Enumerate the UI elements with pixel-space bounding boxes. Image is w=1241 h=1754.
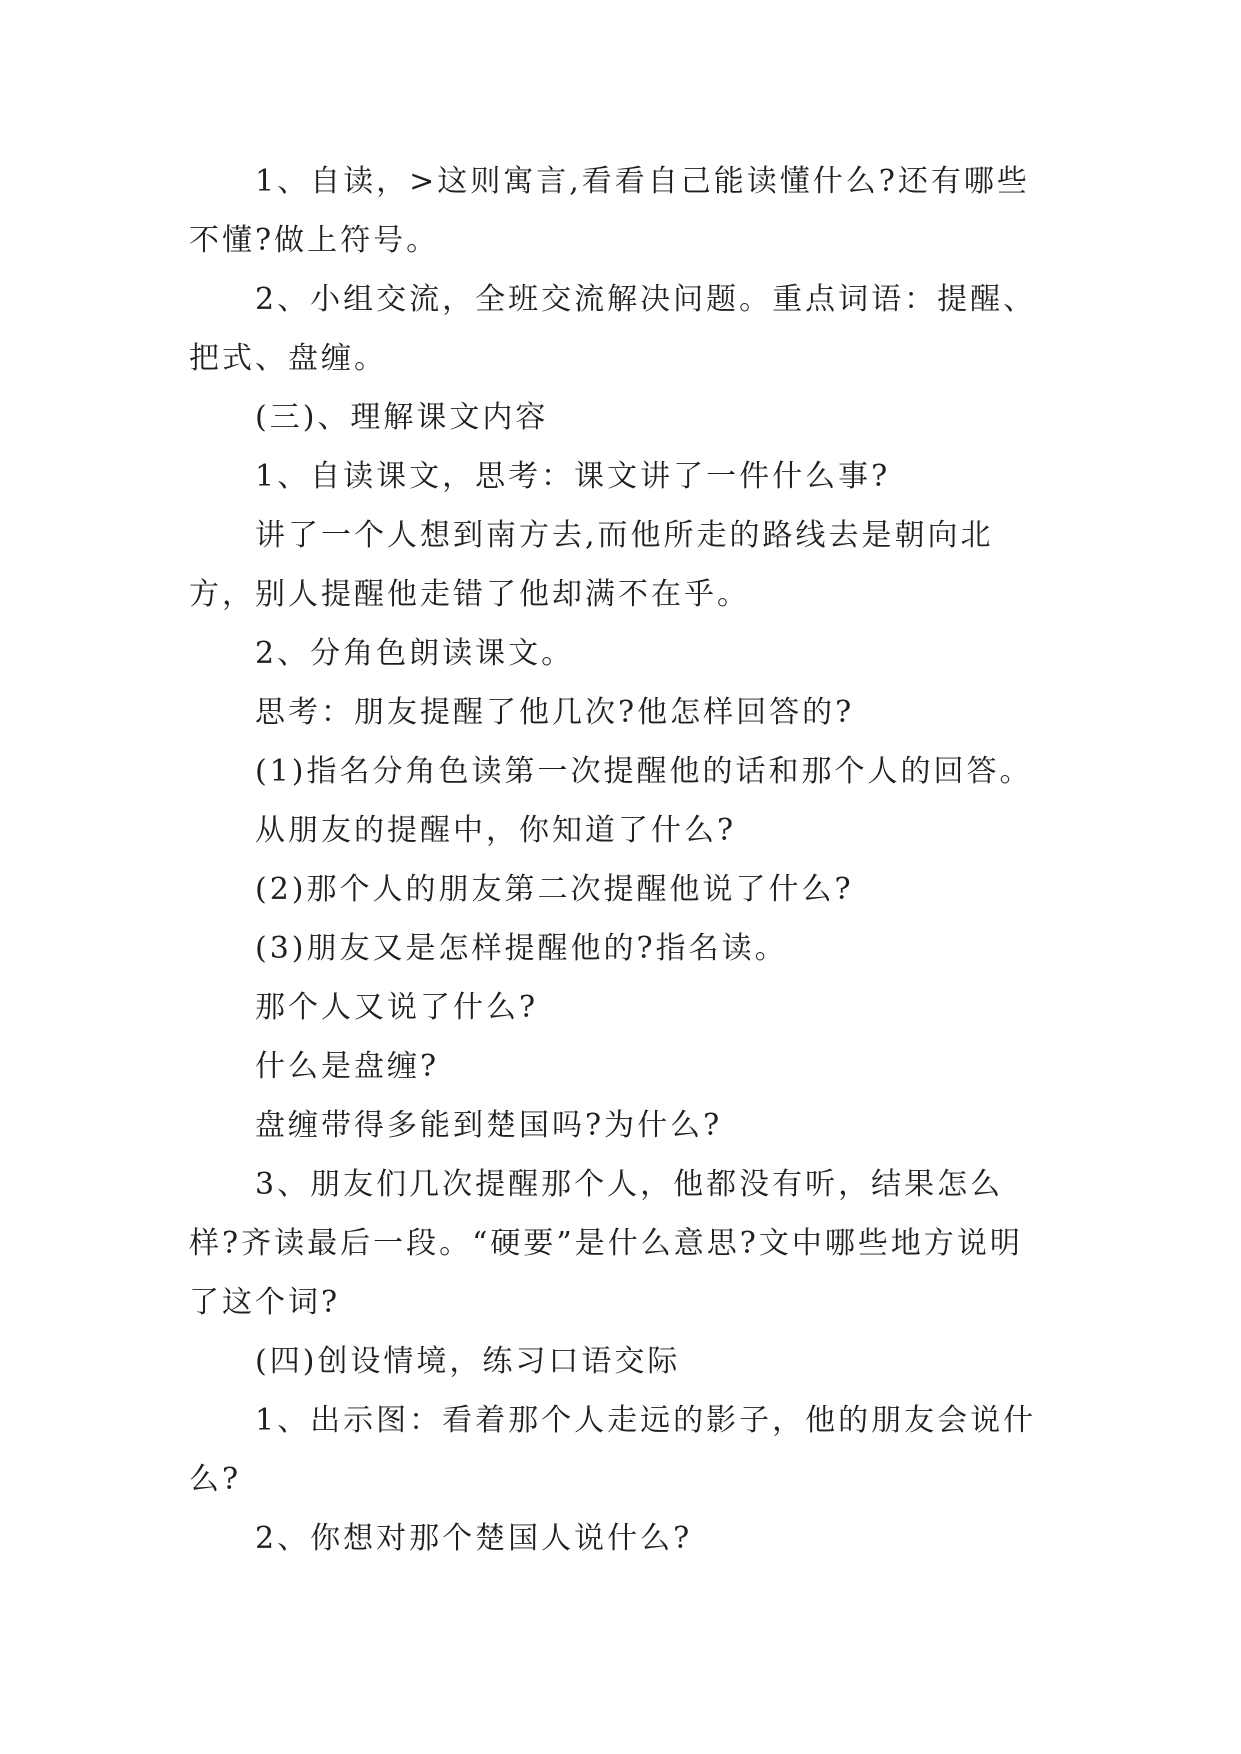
paragraph-14: 盘缠带得多能到楚国吗?为什么? [255, 1108, 723, 1143]
paragraph-6: 2、分角色朗读课文。 [255, 636, 575, 671]
paragraph-5: 讲了一个人想到南方去,而他所走的路线去是朝向北方，别人提醒他走错了他却满不在乎。 [189, 518, 994, 612]
paragraph-9: 从朋友的提醒中，你知道了什么? [255, 813, 737, 848]
paragraph-17: 1、出示图：看着那个人走远的影子，他的朋友会说什么? [189, 1403, 1037, 1497]
paragraph-1: 1、自读，>这则寓言,看看自己能读懂什么?还有哪些不懂?做上符号。 [189, 164, 1030, 258]
paragraph-7: 思考：朋友提醒了他几次?他怎样回答的? [255, 695, 855, 730]
paragraph-4: 1、自读课文，思考：课文讲了一件什么事? [255, 459, 891, 494]
paragraph-11: (3)朋友又是怎样提醒他的?指名读。 [255, 931, 788, 966]
paragraph-10: (2)那个人的朋友第二次提醒他说了什么? [255, 872, 854, 907]
paragraph-18: 2、你想对那个楚国人说什么? [255, 1521, 693, 1556]
section-heading-16: (四)创设情境，练习口语交际 [255, 1344, 681, 1379]
section-heading-3: (三)、理解课文内容 [255, 400, 549, 435]
document-body [189, 152, 1055, 1568]
paragraph-2: 2、小组交流，全班交流解决问题。重点词语：提醒、把式、盘缠。 [189, 282, 1037, 376]
paragraph-15: 3、朋友们几次提醒那个人，他都没有听，结果怎么样?齐读最后一段。“硬要”是什么意思?文中哪些地方说明了这个词? [189, 1167, 1023, 1320]
paragraph-8: (1)指名分角色读第一次提醒他的话和那个人的回答。 [255, 754, 1033, 789]
paragraph-12: 那个人又说了什么? [255, 990, 539, 1025]
paragraph-13: 什么是盘缠? [255, 1049, 440, 1084]
